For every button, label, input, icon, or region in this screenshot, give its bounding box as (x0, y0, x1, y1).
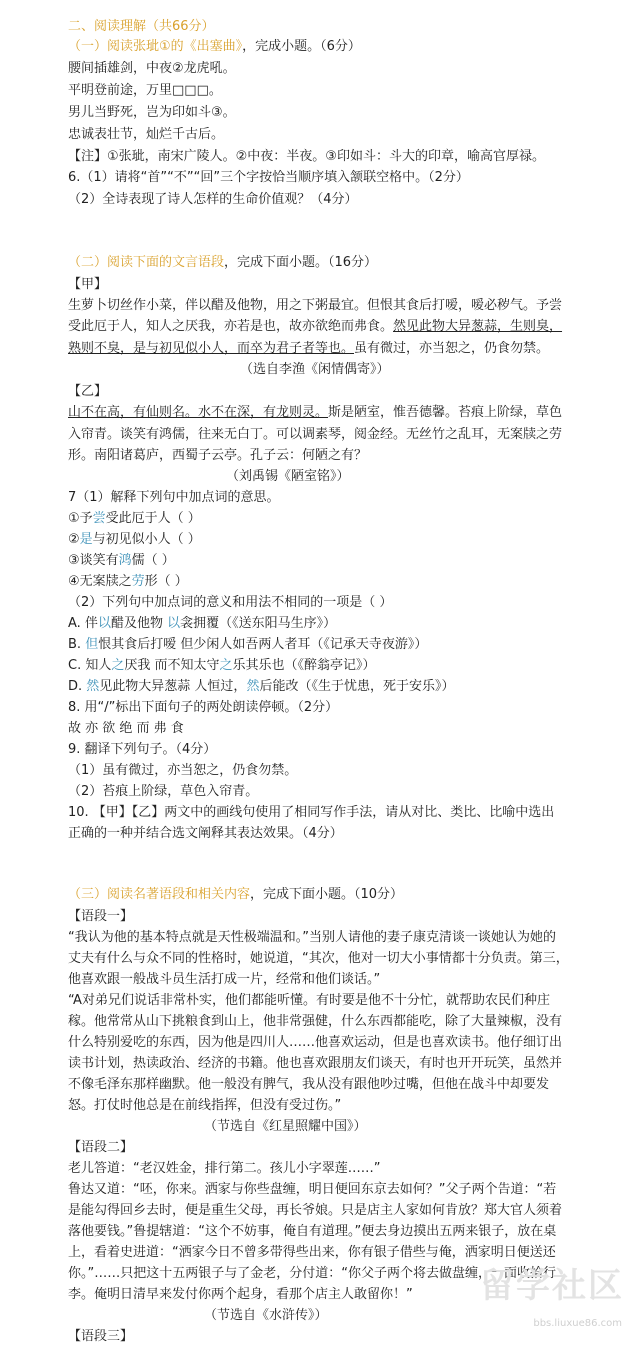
text-span: 【语段二】 (68, 1140, 134, 1155)
text-span: 李。俺明日清早来发付你两个起身，看那个店主人敢留你！” (68, 1287, 413, 1302)
text-line (68, 783, 258, 801)
text-span: 之 (219, 658, 233, 673)
text-line (68, 552, 175, 570)
text-line (68, 804, 554, 822)
text-span: 怒。打仗时他总是在前线指挥，但没有受过伤。” (68, 1098, 342, 1113)
text-span: D. (68, 679, 87, 694)
text-span: C. 知人 (68, 658, 112, 673)
text-span: 男儿当野死，岂为印如斗③。 (68, 105, 236, 120)
text-line (68, 82, 222, 100)
text-span: ，完成小题。（6分） (242, 39, 361, 54)
text-line (68, 741, 216, 759)
text-span: 后能改（《生于忧患，死于安乐》） (259, 679, 455, 694)
watermark-text: 留学社区 (480, 1266, 624, 1306)
text-span: ，完成下面小题。（10分） (250, 887, 404, 902)
text-span: （2）全诗表现了诗人怎样的生命价值观？（4分） (68, 192, 358, 207)
text-span: （1）虽有微过，亦当恕之，仍食勿禁。 (68, 763, 298, 778)
text-span: 醋及他物 (110, 616, 168, 631)
text-line (68, 950, 569, 968)
text-line (68, 636, 427, 654)
text-span: 平明登前途，万里□□□。 (68, 83, 222, 98)
text-span: 但 (85, 637, 99, 652)
text-span: （三）阅读名著语段和相关内容 (68, 887, 251, 902)
text-span: 生萝卜切丝作小菜，伴以醋及他物，用之下粥最宜。但恨其食后打嗳，嗳必秽气。予尝 (68, 298, 563, 313)
text-line (68, 276, 107, 294)
text-span: （2）下列句中加点词的意义和用法不相同的一项是（ ） (68, 595, 393, 610)
text-span: 之 (111, 658, 125, 673)
text-span: ② (68, 532, 80, 547)
text-span: （选自李渔《闲情偶寄》） (240, 362, 390, 377)
text-line (68, 1328, 133, 1346)
text-line (68, 825, 343, 843)
text-span: 尝 (92, 511, 106, 526)
text-line (68, 992, 550, 1010)
text-line (68, 886, 403, 904)
text-span: 以 (167, 616, 181, 631)
text-span: 6.（1）请将“首”“不”“回”三个字按恰当顺序填入颔联空格中。（2分） (68, 170, 469, 185)
text-line (204, 1118, 367, 1136)
text-line (68, 60, 236, 78)
text-span: 入帘青。谈笑有鸿儒，往来无白丁。可以调素琴，阅金经。无丝竹之乱耳，无案牍之劳 (68, 427, 563, 442)
text-span: 【乙】 (68, 384, 108, 399)
text-line (68, 1076, 549, 1094)
text-span: 熟则不臭，是与初见似小人，而卒为君子者等也。 (68, 341, 355, 356)
text-span: A. 伴 (68, 616, 98, 631)
text-line (68, 340, 549, 358)
text-line (68, 254, 377, 272)
text-line (68, 104, 236, 122)
text-line (68, 404, 562, 422)
text-span: 腰间插雄剑，中夜②龙虎吼。 (68, 61, 236, 76)
text-span: 然 (86, 679, 100, 694)
text-line (68, 908, 133, 926)
text-span: 落他要钱。”鲁提辖道：“这个不妨事，俺自有道理。”便去身边摸出五两来银子，放在桌 (68, 1224, 557, 1239)
text-span: 乐其乐也（《醉翁亭记》） (232, 658, 376, 673)
text-line (226, 468, 350, 486)
text-line (68, 126, 224, 144)
text-span: 鲁达又道：“呸，你来。洒家与你些盘缠，明日便回东京去如何？”父子两个告道：“若 (68, 1182, 557, 1197)
text-span: 忠诚表壮节，灿烂千古后。 (68, 127, 225, 142)
text-span: 【甲】 (68, 277, 108, 292)
text-line (68, 318, 562, 336)
text-line (68, 929, 556, 947)
text-line (68, 1097, 341, 1115)
text-line (68, 426, 562, 444)
text-line (68, 383, 107, 401)
text-span: （一）阅读张玼①的《出塞曲》 (68, 39, 243, 54)
text-span: ①予 (68, 511, 93, 526)
text-span: （节选自《红星照耀中国》） (204, 1119, 367, 1134)
text-span: 但少闲人如吾两人者耳（《记承天寺夜游》） (180, 637, 428, 652)
text-span: “我认为他的基本特点就是天性极端温和。”当别人请他的妻子康克清谈一谈她认为她的 (68, 930, 556, 945)
text-span: 上，看着史进道：“洒家今日不曾多带得些出来，你有银子借些与俺，洒家明日便送还 (68, 1245, 556, 1260)
text-span: 形。南阳诸葛庐，西蜀子云亭。孔子云：何陋之有？ (68, 448, 368, 463)
text-span: 7（1）解释下列句中加点词的意思。 (68, 490, 280, 505)
text-span: （二）阅读下面的文言语段 (68, 255, 225, 270)
text-span: 9. 翻译下列句子。（4分） (68, 742, 217, 757)
text-span: 劳 (131, 574, 145, 589)
text-span: 二、阅读理解（共66分） (68, 19, 215, 34)
text-span: （刘禹锡《陋室铭》） (226, 469, 350, 484)
text-span: 以 (97, 616, 111, 631)
text-line (68, 971, 380, 989)
text-line (68, 510, 201, 528)
text-span: B. (68, 637, 86, 652)
text-span: 是 (79, 532, 93, 547)
text-span: 【注】①张玼，南宋广陵人。②中夜：半夜。③印如斗：斗大的印章，喻高官厚禄。 (68, 149, 545, 164)
text-line (68, 1202, 562, 1220)
text-span: 受此厄于人，知人之厌我，亦若是也，故亦欲绝而弗食。 (68, 319, 394, 334)
text-span: 读书计划，热读政治、经济的书籍。他也喜欢跟朋友们谈天，有时也开开玩笑，虽然并 (68, 1056, 563, 1071)
text-span: 然见此物大异葱蒜，生则臭， (393, 319, 563, 334)
text-span: 斯是陋室，惟吾德馨。苔痕上阶绿，草色 (328, 405, 563, 420)
text-line (68, 447, 367, 465)
text-line (68, 38, 361, 56)
text-line (68, 1013, 562, 1031)
text-line (68, 615, 336, 633)
text-line (68, 594, 392, 612)
text-span: （2）苔痕上阶绿，草色入帘青。 (68, 784, 259, 799)
text-span: 厌我 而不知太守 (124, 658, 220, 673)
text-span: 【语段三】 (68, 1329, 134, 1344)
text-span: 丈夫有什么与众不同的性格时，她说道，“其次，他对一切大小事情都十分负责。第三， (68, 951, 569, 966)
text-line (68, 489, 280, 507)
text-span: 鸿 (118, 553, 132, 568)
text-line (68, 657, 376, 675)
text-span: 什么特别爱吃的东西，因为他是四川人……他喜欢运动，但是也喜欢读书。他仔细订出 (68, 1035, 563, 1050)
text-line (68, 1181, 556, 1199)
text-span: 恨其食后打嗳 (98, 637, 181, 652)
text-span: “A对弟兄们说话非常朴实，他们都能听懂。有时要是他不十分忙，就帮助农民们种庄 (68, 993, 550, 1008)
text-span: 【语段一】 (68, 909, 134, 924)
text-span: ③谈笑有 (68, 553, 119, 568)
text-line (68, 297, 562, 315)
text-span: （节选自《水浒传》） (204, 1308, 328, 1323)
watermark-url: bbs.liuxue86.com (533, 1318, 622, 1329)
text-line (68, 678, 454, 696)
text-line (68, 169, 469, 187)
text-line (68, 573, 188, 591)
text-span: 8. 用“/”标出下面句子的两处朗读停顿。（2分） (68, 700, 339, 715)
text-line (68, 1139, 133, 1157)
text-line (204, 1307, 328, 1325)
text-span: 山不在高，有仙则名。水不在深，有龙则灵。 (68, 405, 329, 420)
text-line (68, 1286, 413, 1304)
text-span: 是能勾得回乡去时，便是重生父母，再长爷娘。只是店主人家如何肯放？郑大官人须着 (68, 1203, 563, 1218)
text-span: 受此厄于人（ ） (105, 511, 201, 526)
text-line (68, 191, 358, 209)
text-span: 然 (246, 679, 260, 694)
text-span: 你。”……只把这十五两银子与了金老，分付道：“你父子两个将去做盘缠，一面收拾行 (68, 1266, 556, 1281)
text-span: 故 亦 欲 绝 而 弗 食 (68, 721, 184, 736)
text-line (68, 148, 545, 166)
text-span: ④无案牍之 (68, 574, 132, 589)
text-span: 见此物大异葱蒜 人恒过， (99, 679, 247, 694)
text-span: 虽有微过，亦当恕之，仍食勿禁。 (354, 341, 550, 356)
text-span: 儒（ ） (131, 553, 175, 568)
text-line (68, 531, 201, 549)
text-line (240, 361, 390, 379)
text-span: 他喜欢跟一般战斗员生活打成一片，经常和他们谈话。” (68, 972, 381, 987)
text-span: 老儿答道：“老汉姓金，排行第二。孩儿小字翠莲……” (68, 1161, 381, 1176)
text-span: 形（ ） (144, 574, 188, 589)
text-line (68, 1223, 556, 1241)
text-span: 衾拥覆（《送东阳马生序》） (180, 616, 337, 631)
text-span: 不像毛泽东那样幽默。他一般没有脾气，我从没有跟他吵过嘴，但他在战斗中却要发 (68, 1077, 550, 1092)
text-line (68, 762, 297, 780)
text-line (68, 18, 215, 36)
text-span: 稼。他常常从山下挑粮食到山上，他非常强健，什么东西都能吃，除了大量辣椒，没有 (68, 1014, 563, 1029)
text-line (68, 720, 184, 738)
text-span: 与初见似小人（ ） (92, 532, 201, 547)
text-line (68, 1055, 562, 1073)
text-line (68, 699, 338, 717)
text-span: 正确的一种并结合选文阐释其表达效果。（4分） (68, 826, 343, 841)
text-line (68, 1034, 562, 1052)
text-span: 10. 【甲】【乙】两文中的画线句使用了相同写作手法，请从对比、类比、比喻中选出 (68, 805, 555, 820)
text-line (68, 1160, 380, 1178)
text-span: ，完成下面小题。（16分） (224, 255, 378, 270)
